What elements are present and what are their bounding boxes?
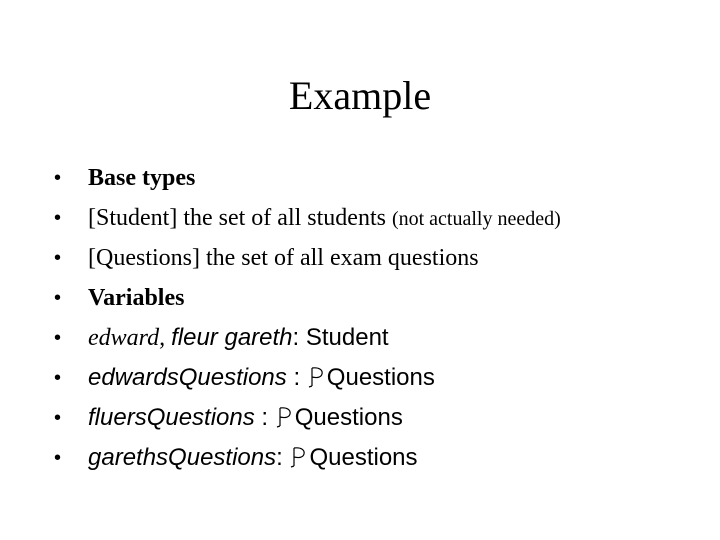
bullet-icon: •	[54, 367, 62, 389]
powerset-icon	[275, 406, 294, 428]
separator: :	[286, 364, 307, 391]
bullet-list	[54, 158, 704, 478]
variable-name: fluersQuestions	[88, 404, 255, 431]
bullet-icon: •	[54, 287, 62, 309]
variable-name: garethsQuestions	[88, 444, 277, 471]
item-text: [Questions] the set of all exam questions	[88, 245, 479, 271]
item-text: Base types	[88, 165, 196, 191]
list-item	[54, 398, 704, 438]
separator: :	[254, 404, 275, 431]
slide-title: Example	[288, 73, 432, 118]
list-item	[54, 318, 704, 358]
type-name: : Student	[292, 324, 389, 351]
powerset-icon	[307, 366, 326, 388]
list-item	[54, 238, 704, 278]
bullet-icon: •	[54, 247, 62, 269]
variable-name: edward,	[88, 325, 166, 351]
type-name: Questions	[294, 404, 403, 431]
bullet-icon: •	[54, 327, 62, 349]
list-item	[54, 198, 704, 238]
bullet-icon: •	[54, 167, 62, 189]
variable-name: edwardsQuestions	[88, 364, 287, 391]
bullet-icon: •	[54, 407, 62, 429]
item-note: (not actually needed)	[391, 208, 561, 230]
item-text: [Student] the set of all students	[88, 205, 386, 231]
list-item	[54, 158, 704, 198]
type-name: Questions	[326, 364, 435, 391]
variable-name: fleur gareth	[171, 324, 293, 351]
bullet-icon: •	[54, 447, 62, 469]
list-item	[54, 358, 704, 398]
list-item	[54, 438, 704, 478]
type-name: Questions	[309, 444, 418, 471]
list-item	[54, 278, 704, 318]
bullet-icon: •	[54, 207, 62, 229]
item-text: Variables	[88, 285, 185, 311]
separator: :	[276, 444, 290, 471]
powerset-icon	[289, 446, 308, 468]
